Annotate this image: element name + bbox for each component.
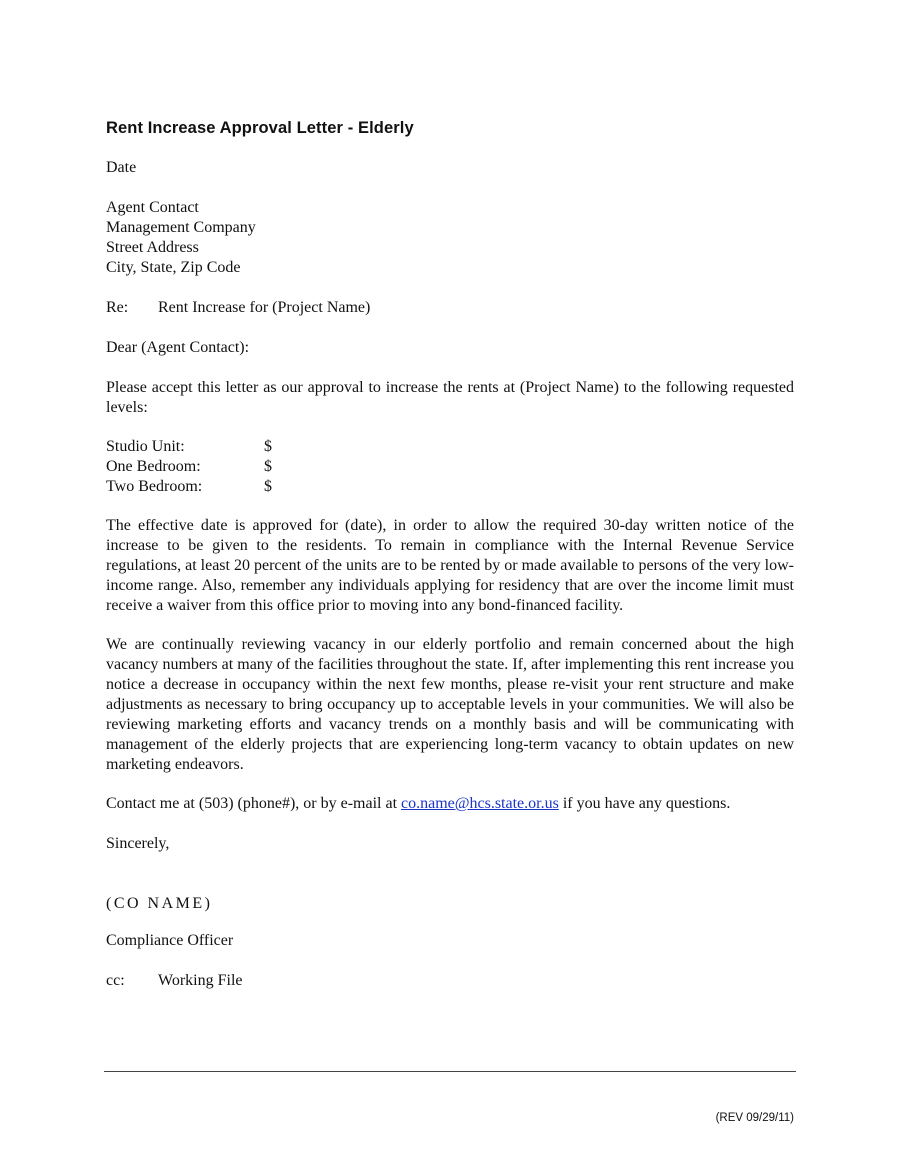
address-line-company: Management Company xyxy=(106,219,256,236)
cc-label: cc: xyxy=(106,972,125,989)
address-line-agent: Agent Contact xyxy=(106,199,199,216)
rate-unit: Two Bedroom: xyxy=(106,478,203,495)
footer-divider xyxy=(104,1071,796,1072)
rate-row-studio xyxy=(106,437,272,457)
rate-amount: $ xyxy=(264,438,272,455)
subject-text: Rent Increase for (Project Name) xyxy=(158,299,371,316)
rate-amount: $ xyxy=(264,458,272,475)
effective-date-paragraph: The effective date is approved for (date), in order to allow the required 30-day written notice of the increase to be given to the residents. To remain in compliance with the Internal Revenue Service regulations, at least 20 percent of the units are to be rented by or made available to persons of the very low-income range. Also, remember any individuals applying for residency that are over the income limit must receive a waiver from this office prior to moving into any bond-financed facility. xyxy=(106,517,794,614)
salutation: Dear (Agent Contact): xyxy=(106,339,250,356)
rate-unit: Studio Unit: xyxy=(106,438,185,455)
cc-text: Working File xyxy=(158,972,243,989)
subject-label: Re: xyxy=(106,299,129,316)
contact-text-before: Contact me at (503) (phone#), or by e-mail at xyxy=(106,795,402,812)
subject-line xyxy=(106,298,371,318)
signature-title: Compliance Officer xyxy=(106,932,234,949)
vacancy-paragraph: We are continually reviewing vacancy in our elderly portfolio and remain concerned about the high vacancy numbers at many of the facilities throughout the state. If, after implementing this rent increase you notice a decrease in occupancy within the next few months, please re-visit your rent structure and make adjustments as necessary to bring occupancy up to acceptable levels in your communities. We will also be reviewing marketing efforts and vacancy trends on a monthly basis and will be communicating with management of the elderly projects that are experiencing long-term vacancy to obtain updates on new marketing endeavors. xyxy=(106,636,794,773)
contact-text-after: if you have any questions. xyxy=(558,795,731,812)
contact-line xyxy=(106,794,730,814)
revision-note: (REV 09/29/11) xyxy=(715,1112,794,1124)
rate-row-two-bedroom xyxy=(106,477,272,497)
address-line-city: City, State, Zip Code xyxy=(106,259,241,276)
closing: Sincerely, xyxy=(106,835,170,852)
date-line: Date xyxy=(106,159,137,176)
letter-title: Rent Increase Approval Letter - Elderly xyxy=(106,119,414,137)
rate-unit: One Bedroom: xyxy=(106,458,201,475)
intro-paragraph: Please accept this letter as our approval to increase the rents at (Project Name) to the following requested levels: xyxy=(106,379,794,416)
address-line-street: Street Address xyxy=(106,239,199,256)
email-link[interactable]: co.name@hcs.state.or.us xyxy=(401,795,559,812)
rate-row-one-bedroom xyxy=(106,457,272,477)
rate-amount: $ xyxy=(264,478,272,495)
signature-name: (CO NAME) xyxy=(106,895,213,912)
cc-line xyxy=(106,971,243,991)
